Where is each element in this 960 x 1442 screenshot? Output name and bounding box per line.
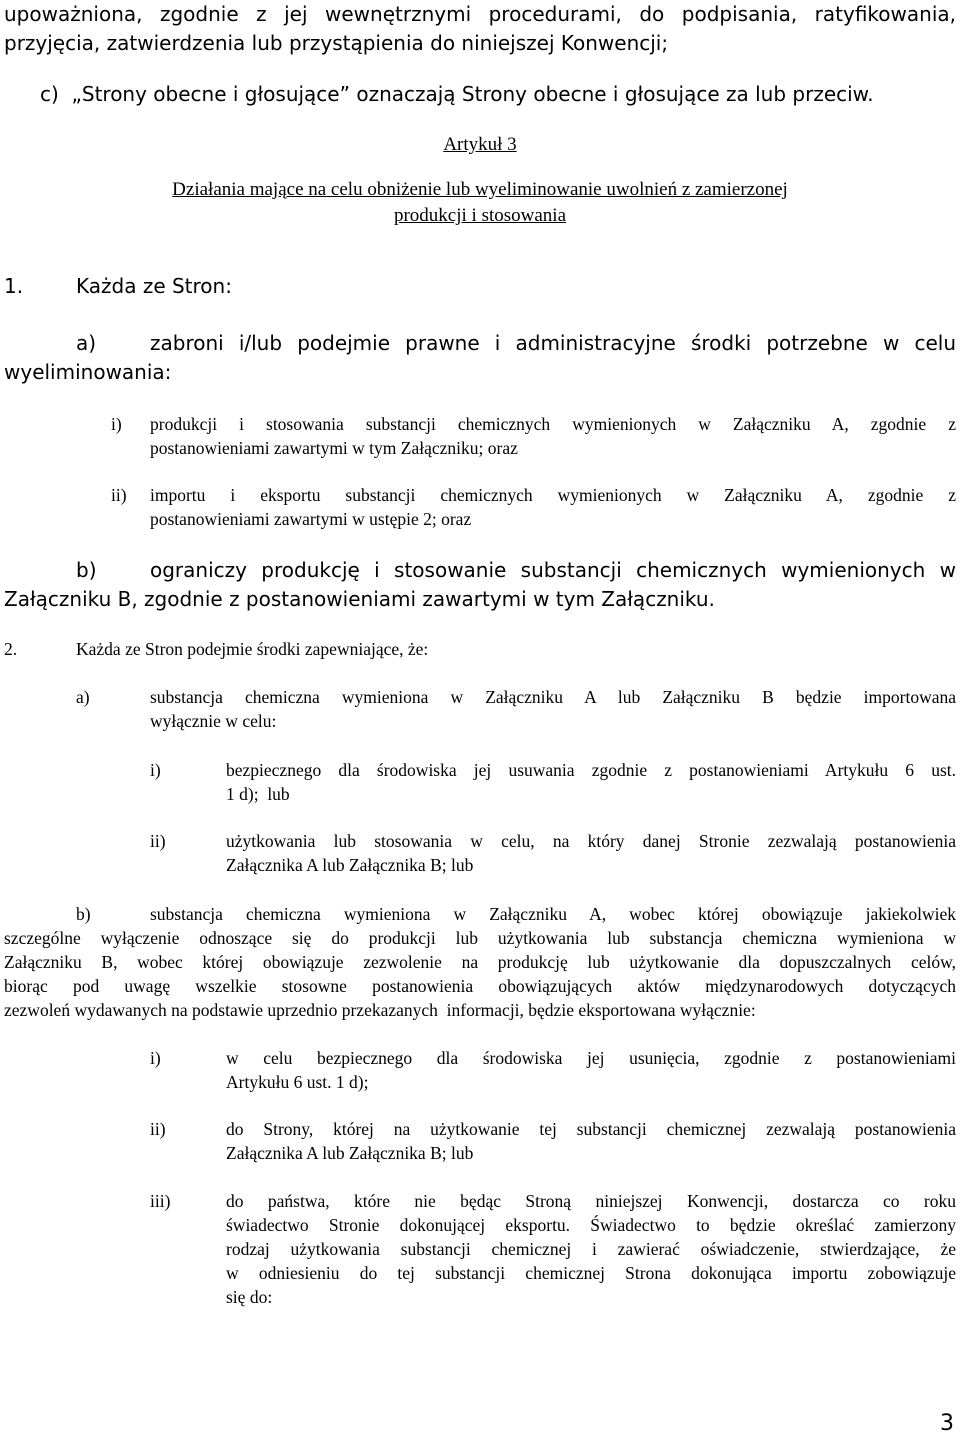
paragraph-2-b-line-1: substancja chemiczna wymieniona w Załączniku A, wobec której obowiązuje jakiekolwiek <box>150 904 956 924</box>
paragraph-1-marker: 1. <box>4 274 24 298</box>
paragraph-2-text: Każda ze Stron podejmie środki zapewniające, że: <box>76 639 429 659</box>
paragraph-2-b-iii-line-2: świadectwo Stronie dokonującej eksportu. Świadectwo to będzie określać zamierzony <box>226 1215 956 1235</box>
paragraph-2-a-i-line-1: bezpiecznego dla środowiska jej usuwania zgodnie z postanowieniami Artykułu 6 ust. <box>226 760 956 780</box>
paragraph-1-a-i-line-2: postanowieniami zawartymi w tym Załączniku; oraz <box>150 438 518 458</box>
paragraph-2-b-line-5: zezwoleń wydawanych na podstawie uprzednio przekazanych informacji, będzie eksportowana wyłącznie: <box>4 1000 756 1020</box>
paragraph-2-a-i-marker: i) <box>150 760 161 780</box>
article-title-line-1: Działania mające na celu obniżenie lub wyeliminowanie uwolnień z zamierzonej <box>172 179 788 200</box>
paragraph-2-b-iii-line-1: do państwa, które nie będąc Stroną niniejszej Konwencji, dostarcza co roku <box>226 1191 956 1211</box>
paragraph-2-b-marker: b) <box>76 904 91 924</box>
paragraph-2-a-ii-marker: ii) <box>150 831 166 851</box>
paragraph-2-b-iii-line-4: w odniesieniu do tej substancji chemicznej Strona dokonująca importu zobowiązuje <box>226 1263 956 1283</box>
paragraph-2-b-i-marker: i) <box>150 1048 161 1068</box>
paragraph-2-a-ii-line-2: Załącznika A lub Załącznika B; lub <box>226 855 474 875</box>
definition-c: c) „Strony obecne i głosujące” oznaczają Strony obecne i głosujące za lub przeciw. <box>40 82 874 106</box>
paragraph-2-b-iii-marker: iii) <box>150 1191 171 1211</box>
paragraph-2-b-ii-marker: ii) <box>150 1119 166 1139</box>
intro-line-1: upoważniona, zgodnie z jej wewnętrznymi procedurami, do podpisania, ratyfikowania, <box>4 2 956 26</box>
paragraph-2-a-line-1: substancja chemiczna wymieniona w Załączniku A lub Załączniku B będzie importowana <box>150 687 956 707</box>
paragraph-1-b-line-1: ograniczy produkcję i stosowanie substancji chemicznych wymienionych w <box>150 558 956 582</box>
paragraph-2-b-ii-line-2: Załącznika A lub Załącznika B; lub <box>226 1143 474 1163</box>
paragraph-1-a-marker: a) <box>76 331 97 355</box>
paragraph-1-a-i-line-1: produkcji i stosowania substancji chemicznych wymienionych w Załączniku A, zgodnie z <box>150 414 956 434</box>
paragraph-1-a-ii-marker: ii) <box>111 485 127 505</box>
paragraph-2-marker: 2. <box>4 639 18 659</box>
paragraph-1-a-i-marker: i) <box>111 414 122 434</box>
article-title-line-2: produkcji i stosowania <box>393 205 567 226</box>
paragraph-2-b-line-3: Załączniku B, wobec której obowiązuje zezwolenie na produkcję lub użytkowanie dla dopuszczalnych celów, <box>4 952 956 972</box>
paragraph-2-b-line-2: szczególne wyłączenie odnoszące się do produkcji lub użytkowania lub substancja chemiczna wymieniona w <box>4 928 956 948</box>
paragraph-1-text: Każda ze Stron: <box>76 274 232 298</box>
paragraph-2-a-ii-line-1: użytkowania lub stosowania w celu, na który danej Stronie zezwalają postanowienia <box>226 831 956 851</box>
paragraph-1-a-line-1: zabroni i/lub podejmie prawne i administracyjne środki potrzebne w celu <box>150 331 956 355</box>
paragraph-2-b-i-line-2: Artykułu 6 ust. 1 d); <box>226 1072 369 1092</box>
paragraph-1-b-line-2: Załączniku B, zgodnie z postanowieniami zawartymi w tym Załączniku. <box>4 587 715 611</box>
paragraph-2-b-iii-line-5: się do: <box>226 1287 273 1307</box>
paragraph-2-b-i-line-1: w celu bezpiecznego dla środowiska jej usunięcia, zgodnie z postanowieniami <box>226 1048 956 1068</box>
paragraph-1-a-ii-line-2: postanowieniami zawartymi w ustępie 2; oraz <box>150 509 472 529</box>
intro-line-2: przyjęcia, zatwierdzenia lub przystąpienia do niniejszej Konwencji; <box>4 31 669 55</box>
paragraph-1-a-line-2: wyeliminowania: <box>4 360 172 384</box>
paragraph-2-a-i-line-2: 1 d); lub <box>226 784 290 804</box>
page-number: 3 <box>940 1411 954 1436</box>
paragraph-2-b-ii-line-1: do Strony, której na użytkowanie tej substancji chemicznej zezwalają postanowienia <box>226 1119 956 1139</box>
paragraph-2-b-iii-line-3: rodzaj użytkowania substancji chemicznej i zawierać oświadczenie, stwierdzające, że <box>226 1239 956 1259</box>
paragraph-2-a-marker: a) <box>76 687 90 707</box>
paragraph-2-a-line-2: wyłącznie w celu: <box>150 711 277 731</box>
article-number: Artykuł 3 <box>443 134 517 155</box>
paragraph-1-b-marker: b) <box>76 558 97 582</box>
paragraph-1-a-ii-line-1: importu i eksportu substancji chemicznych wymienionych w Załączniku A, zgodnie z <box>150 485 956 505</box>
paragraph-2-b-line-4: biorąc pod uwagę wszelkie stosowne postanowienia obowiązujących aktów międzynarodowych dotyczących <box>4 976 956 996</box>
